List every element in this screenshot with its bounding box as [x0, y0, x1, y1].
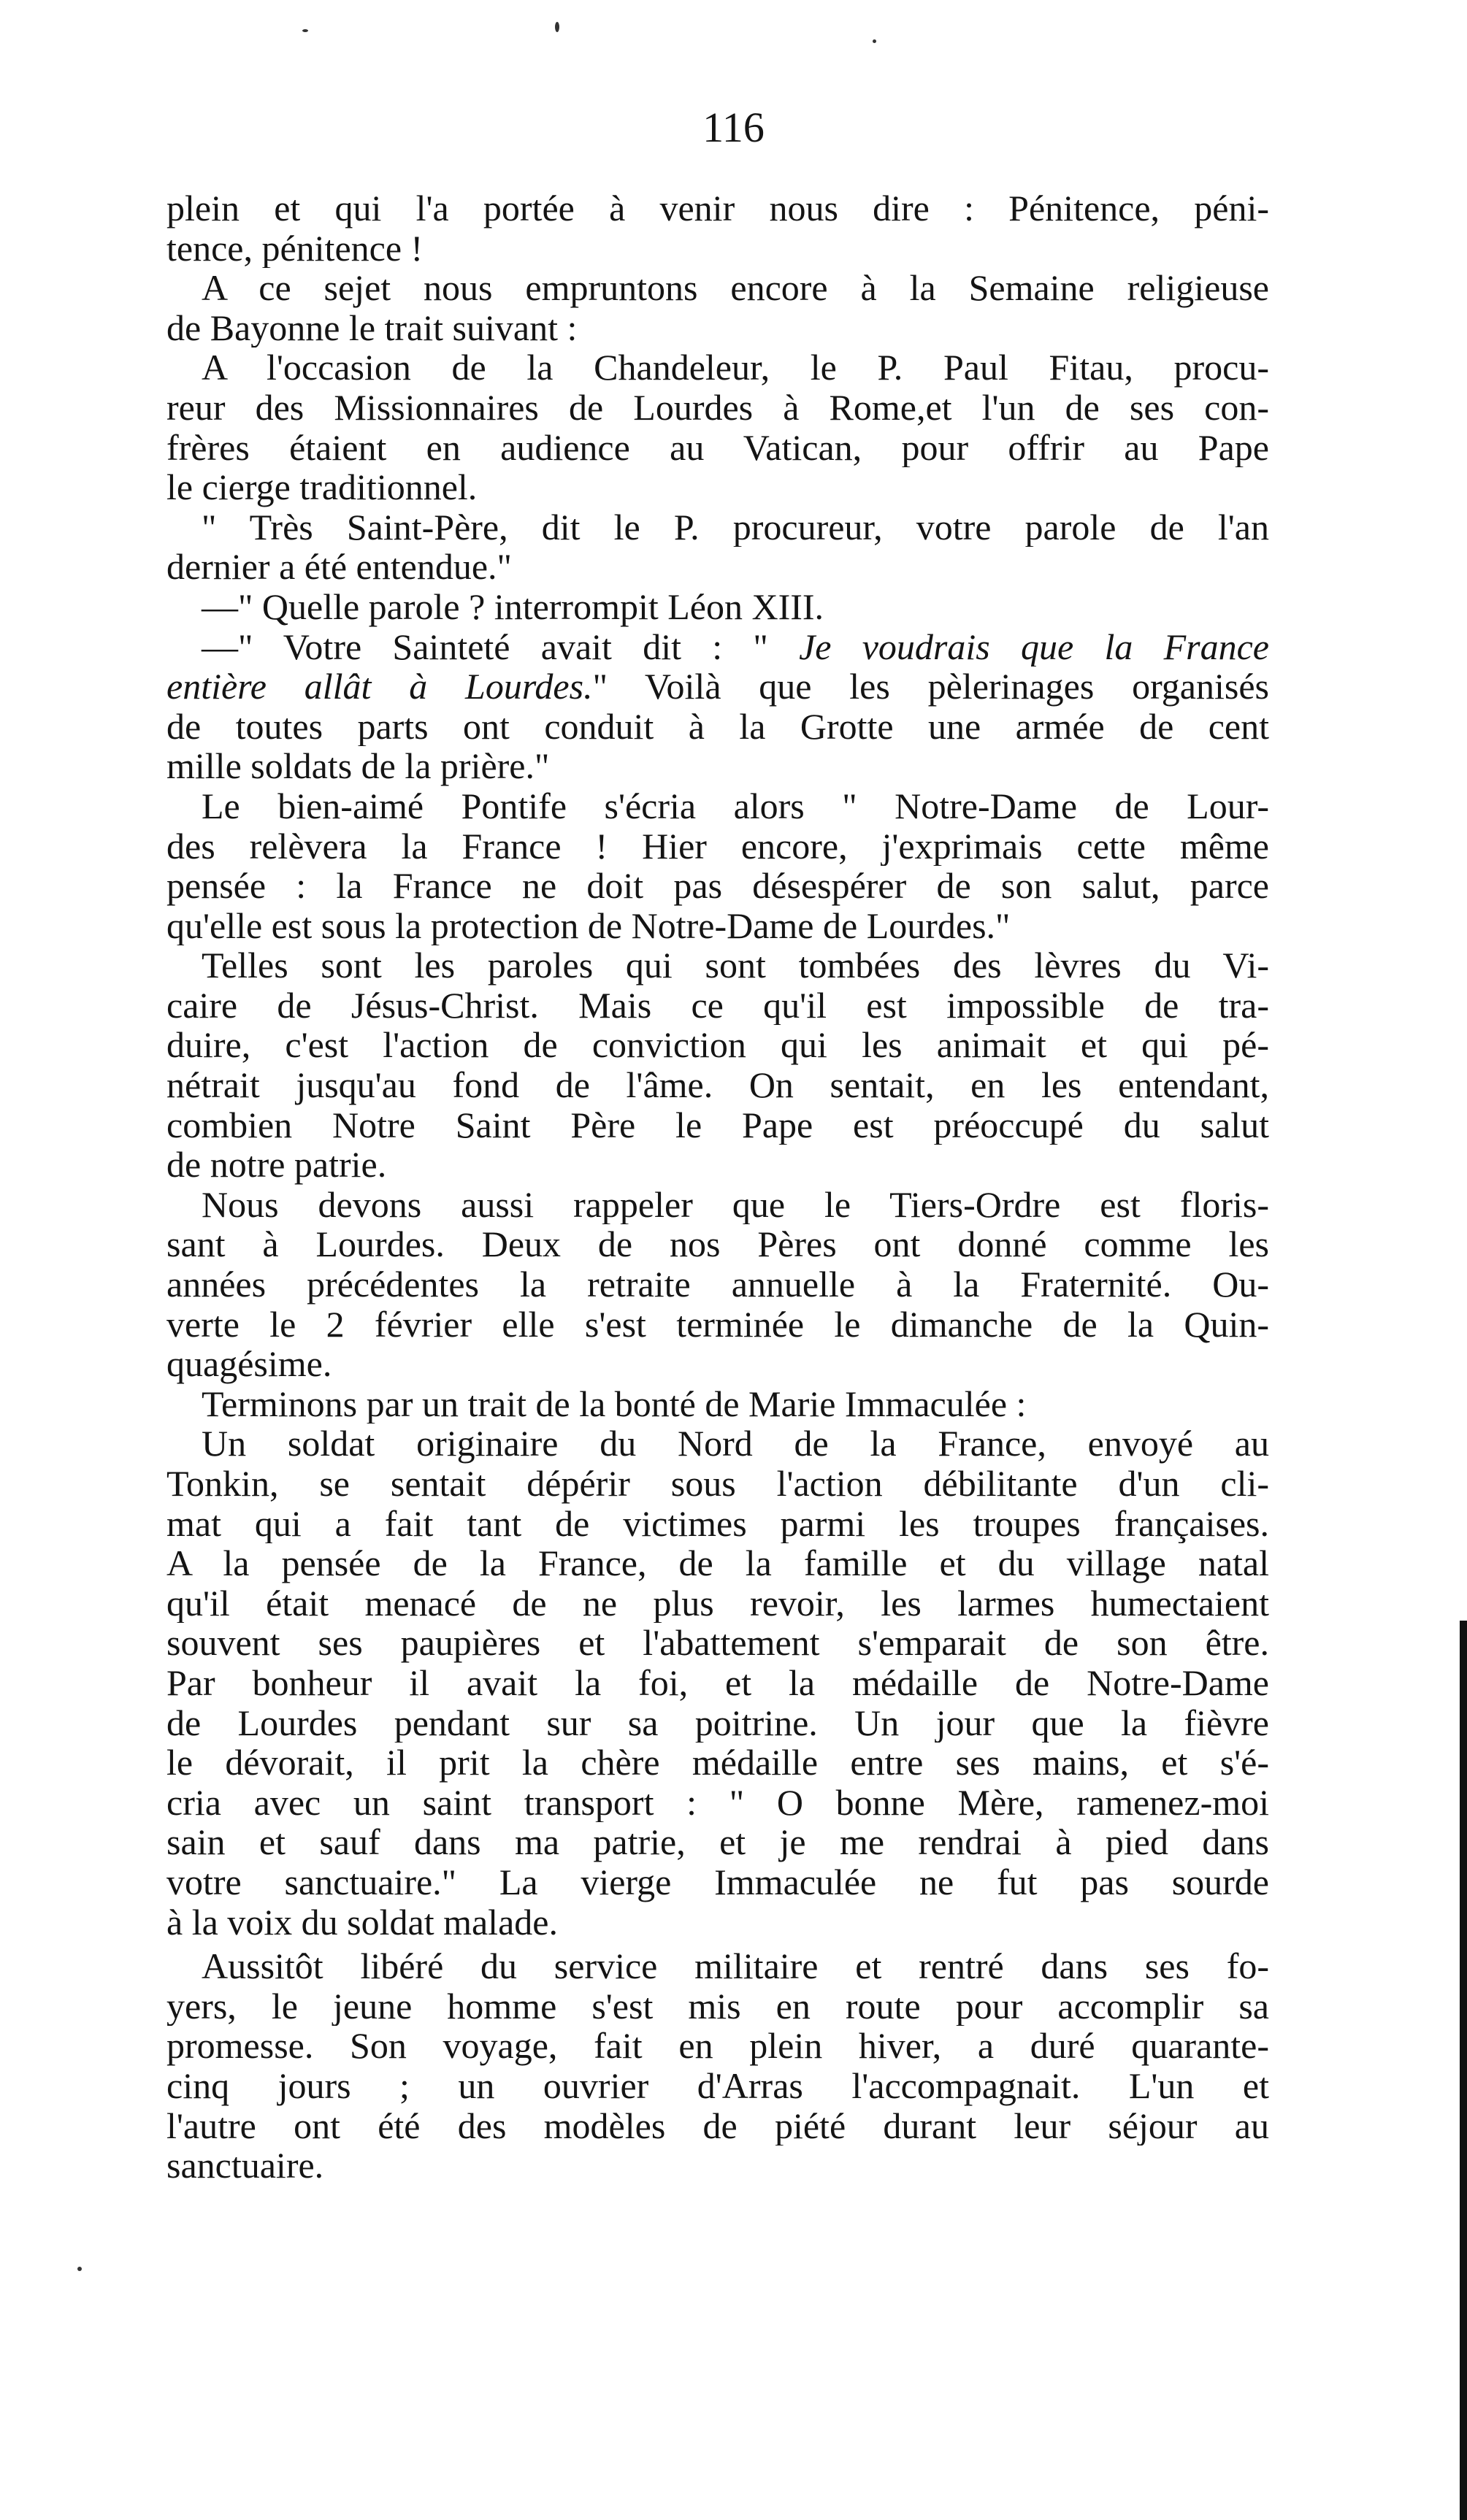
- text-line: [166, 268, 1269, 308]
- text-line: [166, 866, 1269, 906]
- text-segment: votre sanctuaire." La vierge Immaculée ne fut pas sourde: [166, 1862, 1269, 1902]
- text-segment: à la voix du soldat malade.: [166, 1902, 558, 1943]
- text-segment: Le bien-aimé Pontife s'écria alors " Notre-Dame de Lour-: [202, 785, 1269, 826]
- text-line: [166, 1504, 1269, 1544]
- text-segment: —" Quelle parole ? interrompit Léon XIII.: [202, 586, 824, 627]
- text-segment: qu'il était menacé de ne plus revoir, les larmes humectaient: [166, 1583, 1269, 1624]
- text-segment: dernier a été entendue.": [166, 547, 512, 587]
- text-segment: frères étaient en audience au Vatican, pour offrir au Pape: [166, 427, 1269, 468]
- text-segment: Terminons par un trait de la bonté de Marie Immaculée :: [202, 1383, 1027, 1424]
- text-segment: quagésime.: [166, 1344, 332, 1384]
- text-line: [166, 1783, 1269, 1823]
- text-segment: " Voilà que les pèlerinages organisés: [592, 667, 1269, 707]
- text-line: [166, 2066, 1269, 2106]
- text-line: [166, 1902, 1269, 1943]
- text-line: [166, 428, 1269, 468]
- text-segment: années précédentes la retraite annuelle à la Fraternité. Ou-: [166, 1264, 1269, 1305]
- text-segment: Nous devons aussi rappeler que le Tiers-Ordre est floris-: [202, 1184, 1269, 1225]
- text-line: [166, 467, 1269, 507]
- text-line: [166, 1822, 1269, 1862]
- text-segment: yers, le jeune homme s'est mis en route pour accomplir sa: [166, 1986, 1269, 2027]
- text-segment: cria avec un saint transport : " O bonne Mère, ramenez-moi: [166, 1782, 1269, 1823]
- text-line: [166, 587, 1269, 627]
- text-segment: Un soldat originaire du Nord de la France, envoyé au: [202, 1424, 1269, 1464]
- text-line: [166, 228, 1269, 269]
- text-segment: A l'occasion de la Chandeleur, le P. Paul Fitau, procu-: [202, 347, 1269, 388]
- text-segment: tence, pénitence !: [166, 228, 424, 269]
- text-segment: A la pensée de la France, de la famille et du village natal: [166, 1543, 1269, 1583]
- text-segment: caire de Jésus-Christ. Mais ce qu'il est impossible de tra-: [166, 985, 1269, 1026]
- scan-edge-shadow: [1460, 1621, 1467, 2520]
- text-line: [166, 2146, 1269, 2186]
- text-segment: mat qui a fait tant de victimes parmi les troupes françaises.: [166, 1503, 1269, 1544]
- text-segment: qu'elle est sous la protection de Notre-Dame de Lourdes.": [166, 905, 1011, 946]
- text-line: [166, 188, 1269, 228]
- text-segment: Telles sont les paroles qui sont tombées des lèvres du Vi-: [202, 945, 1269, 986]
- text-line: [166, 826, 1269, 867]
- text-line: [166, 1384, 1269, 1424]
- text-line: [166, 507, 1269, 548]
- text-segment: combien Notre Saint Père le Pape est préoccupé du salut: [166, 1105, 1269, 1145]
- text-line: [166, 1224, 1269, 1264]
- text-line: [166, 667, 1269, 707]
- text-line: [166, 1583, 1269, 1624]
- text-line: [166, 347, 1269, 388]
- text-line: [166, 1305, 1269, 1345]
- text-segment: pensée : la France ne doit pas désespérer de son salut, parce: [166, 866, 1269, 906]
- text-line: [166, 1344, 1269, 1384]
- text-line: [166, 746, 1269, 786]
- scan-speck: [302, 29, 308, 32]
- text-line: [166, 547, 1269, 587]
- text-segment: des relèvera la France ! Hier encore, j'exprimais cette même: [166, 826, 1269, 867]
- text-segment: cinq jours ; un ouvrier d'Arras l'accompagnait. L'un et: [166, 2065, 1269, 2106]
- italic-quote: Je voudrais que la France: [799, 626, 1269, 667]
- text-segment: Tonkin, se sentait dépérir sous l'action débilitante d'un cli-: [166, 1464, 1269, 1504]
- text-line: [166, 1025, 1269, 1065]
- italic-quote: entière allât à Lourdes.: [166, 667, 593, 707]
- text-segment: de toutes parts ont conduit à la Grotte une armée de cent: [166, 706, 1269, 747]
- text-line: [166, 945, 1269, 986]
- text-segment: mille soldats de la prière.": [166, 746, 550, 786]
- text-line: [166, 906, 1269, 946]
- text-segment: A ce sejet nous empruntons encore à la Semaine religieuse: [202, 268, 1269, 308]
- text-segment: souvent ses paupières et l'abattement s'emparait de son être.: [166, 1623, 1269, 1663]
- scan-speck: [555, 22, 559, 32]
- text-line: [166, 1464, 1269, 1504]
- text-line: [166, 1543, 1269, 1583]
- text-line: [166, 1862, 1269, 1902]
- page-number: 116: [702, 104, 765, 151]
- text-line: [166, 1424, 1269, 1464]
- text-line: [166, 1743, 1269, 1783]
- text-segment: le dévorait, il prit la chère médaille entre ses mains, et s'é-: [166, 1743, 1269, 1783]
- text-segment: Par bonheur il avait la foi, et la médaille de Notre-Dame: [166, 1662, 1269, 1703]
- text-segment: —" Votre Sainteté avait dit : ": [202, 626, 800, 667]
- text-line: [166, 1145, 1269, 1185]
- text-segment: " Très Saint-Père, dit le P. procureur, votre parole de l'an: [202, 507, 1269, 548]
- text-segment: plein et qui l'a portée à venir nous dire : Pénitence, péni-: [166, 188, 1269, 228]
- scan-speck: [873, 39, 876, 43]
- text-line: [166, 627, 1269, 667]
- text-line: [166, 707, 1269, 747]
- text-line: [166, 786, 1269, 826]
- text-line: [166, 308, 1269, 348]
- text-segment: sain et sauf dans ma patrie, et je me rendrai à pied dans: [166, 1822, 1269, 1862]
- text-line: [166, 1986, 1269, 2027]
- text-line: [166, 1185, 1269, 1225]
- text-line: [166, 1264, 1269, 1305]
- text-line: [166, 1663, 1269, 1703]
- text-line: [166, 1946, 1269, 1986]
- text-segment: reur des Missionnaires de Lourdes à Rome,et l'un de ses con-: [166, 387, 1269, 428]
- text-segment: nétrait jusqu'au fond de l'âme. On sentait, en les entendant,: [166, 1065, 1269, 1105]
- text-segment: de notre patrie.: [166, 1145, 387, 1185]
- text-segment: de Bayonne le trait suivant :: [166, 307, 578, 348]
- scan-speck: [77, 2267, 82, 2271]
- text-segment: verte le 2 février elle s'est terminée le dimanche de la Quin-: [166, 1304, 1269, 1345]
- text-line: [166, 1703, 1269, 1743]
- text-line: [166, 1623, 1269, 1663]
- text-segment: Aussitôt libéré du service militaire et rentré dans ses fo-: [202, 1946, 1269, 1986]
- text-line: [166, 388, 1269, 428]
- body-text: [166, 188, 1269, 2186]
- text-line: [166, 2106, 1269, 2146]
- text-segment: de Lourdes pendant sur sa poitrine. Un jour que la fièvre: [166, 1702, 1269, 1743]
- text-segment: duire, c'est l'action de conviction qui les animait et qui pé-: [166, 1025, 1269, 1066]
- text-line: [166, 2026, 1269, 2066]
- text-line: [166, 1105, 1269, 1145]
- text-segment: le cierge traditionnel.: [166, 467, 478, 507]
- text-segment: sant à Lourdes. Deux de nos Pères ont donné comme les: [166, 1224, 1269, 1265]
- text-line: [166, 986, 1269, 1026]
- text-segment: l'autre ont été des modèles de piété durant leur séjour au: [166, 2105, 1269, 2146]
- text-segment: sanctuaire.: [166, 2146, 324, 2186]
- text-segment: promesse. Son voyage, fait en plein hiver, a duré quarante-: [166, 2026, 1269, 2066]
- text-line: [166, 1065, 1269, 1105]
